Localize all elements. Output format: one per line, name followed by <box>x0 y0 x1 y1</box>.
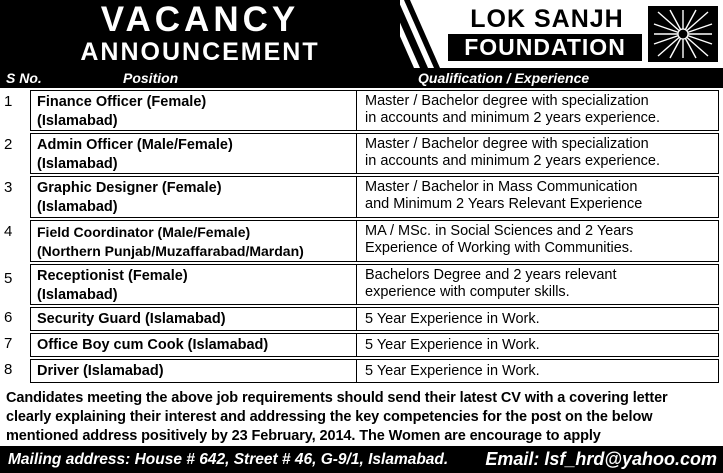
contact-bar <box>0 446 723 473</box>
table-row <box>0 333 723 359</box>
row-number: 1 <box>4 93 13 110</box>
diagonal-stripes-decoration <box>370 0 450 68</box>
position-title: Receptionist (Female) <box>37 268 188 284</box>
position-title: Field Coordinator (Male/Female) <box>37 224 251 240</box>
row-number: 8 <box>4 361 13 378</box>
table-row <box>0 307 723 333</box>
row-number: 6 <box>4 309 13 326</box>
title-band <box>0 0 400 68</box>
qualification-cell <box>356 133 719 174</box>
instructions-line: Candidates meeting the above job requirements should send their latest CV with a covering letter <box>6 390 668 406</box>
row-number: 2 <box>4 136 13 153</box>
table-row <box>0 90 723 133</box>
row-number: 3 <box>4 179 13 196</box>
title-vacancy: VACANCY <box>100 0 300 39</box>
position-location: (Islamabad) <box>37 156 118 172</box>
mailing-address: Mailing address: House # 642, Street # 46, G-9/1, Islamabad. <box>8 451 449 468</box>
position-title: Security Guard (Islamabad) <box>37 311 226 327</box>
table-row <box>0 264 723 307</box>
column-header-bar <box>0 68 723 88</box>
position-location: (Northern Punjab/Muzaffarabad/Mardan) <box>37 243 304 259</box>
table-row <box>0 133 723 176</box>
column-header-sno: S No. <box>6 70 42 86</box>
title-announcement: ANNOUNCEMENT <box>80 38 320 66</box>
position-title: Finance Officer (Female) <box>37 94 207 110</box>
email-address[interactable]: Email: lsf_hrd@yahoo.com <box>485 449 717 469</box>
qualification-line: Master / Bachelor in Mass Communication <box>365 179 638 195</box>
position-cell <box>30 220 356 262</box>
column-header-position: Position <box>123 70 179 86</box>
starburst-logo-icon <box>648 6 718 62</box>
position-title: Office Boy cum Cook (Islamabad) <box>37 337 269 353</box>
org-name-foundation: FOUNDATION <box>448 34 642 61</box>
qualification-line: 5 Year Experience in Work. <box>365 363 540 379</box>
qualification-line: 5 Year Experience in Work. <box>365 311 540 327</box>
column-header-qualification: Qualification / Experience <box>418 70 590 86</box>
instructions-deadline: mentioned address positively by 23 February, 2014. <box>6 428 356 444</box>
qualification-cell <box>356 176 719 218</box>
qualification-cell <box>356 220 719 262</box>
instructions-line: clearly explaining their interest and addressing the key competencies for the post on the below <box>6 409 653 425</box>
position-title: Graphic Designer (Female) <box>37 180 222 196</box>
table-row <box>0 176 723 220</box>
position-title: Admin Officer (Male/Female) <box>37 137 233 153</box>
qualification-line: 5 Year Experience in Work. <box>365 337 540 353</box>
position-cell <box>30 307 356 331</box>
qualification-line: Master / Bachelor degree with specialization <box>365 136 649 152</box>
position-cell <box>30 133 356 174</box>
position-cell <box>30 264 356 305</box>
row-number: 7 <box>4 335 13 352</box>
row-number: 4 <box>4 223 13 240</box>
position-cell <box>30 90 356 131</box>
instructions-line-3 <box>6 427 718 446</box>
qualification-line: experience with computer skills. <box>365 284 570 300</box>
qualification-line: Bachelors Degree and 2 years relevant <box>365 267 617 283</box>
position-location: (Islamabad) <box>37 113 118 129</box>
application-instructions <box>6 389 718 446</box>
position-title: Driver (Islamabad) <box>37 363 164 379</box>
position-location: (Islamabad) <box>37 199 118 215</box>
table-row <box>0 359 723 385</box>
position-cell <box>30 333 356 357</box>
qualification-line: in accounts and minimum 2 years experience. <box>365 110 660 126</box>
row-number: 5 <box>4 270 13 287</box>
table-row <box>0 220 723 264</box>
position-location: (Islamabad) <box>37 287 118 303</box>
qualification-cell <box>356 307 719 331</box>
qualification-line: in accounts and minimum 2 years experience. <box>365 153 660 169</box>
qualification-cell <box>356 359 719 383</box>
qualification-cell <box>356 333 719 357</box>
qualification-line: and Minimum 2 Years Relevant Experience <box>365 196 643 212</box>
job-table <box>0 90 723 385</box>
qualification-line: Master / Bachelor degree with specialization <box>365 93 649 109</box>
position-cell <box>30 176 356 218</box>
announcement-header <box>0 0 723 68</box>
position-cell <box>30 359 356 383</box>
org-name-lok-sanjh: LOK SANJH <box>470 5 624 33</box>
qualification-cell <box>356 264 719 305</box>
qualification-line: Experience of Working with Communities. <box>365 240 634 256</box>
women-encouraged-note: The Women are encourage to apply <box>359 428 601 444</box>
qualification-cell <box>356 90 719 131</box>
qualification-line: MA / MSc. in Social Sciences and 2 Years <box>365 223 634 239</box>
